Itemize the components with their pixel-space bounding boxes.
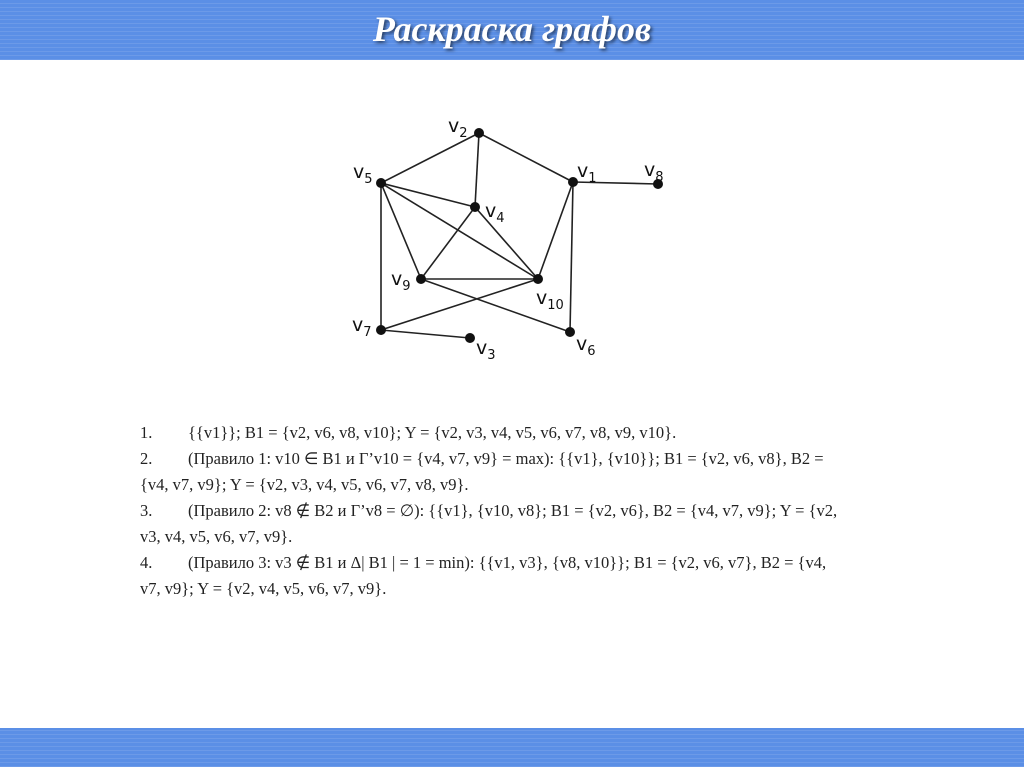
edge-v2-v4 bbox=[475, 133, 479, 207]
vertex-v10 bbox=[533, 274, 543, 284]
step-number: 3. bbox=[140, 501, 153, 520]
vertex-label-v10: $v_{10}$ bbox=[536, 287, 564, 313]
edge-v1-v8 bbox=[573, 182, 658, 184]
graph-diagram bbox=[0, 60, 1024, 390]
graph-vertices bbox=[376, 128, 663, 343]
graph-vertex-labels bbox=[352, 115, 664, 363]
vertex-label-v2: $v_2$ bbox=[448, 115, 468, 141]
vertex-label-v7: $v_7$ bbox=[352, 314, 372, 340]
vertex-v3 bbox=[465, 333, 475, 343]
vertex-label-v8: $v_8$ bbox=[644, 159, 664, 185]
vertex-label-v1: $v_1$ bbox=[577, 160, 597, 186]
vertex-label-v5: $v_5$ bbox=[353, 161, 373, 187]
step-1 bbox=[140, 420, 845, 446]
slide-content bbox=[0, 60, 1024, 728]
step-text: (Правило 2: v8 ∉ B2 и Γ’v8 = ∅): {{v1}, {v10, v8}; B1 = {v2, v6}, B2 = {v4, v7, v9}; Y = {v2, v3, v4, v5, v6, v7, v9}. bbox=[140, 501, 838, 546]
step-number: 1. bbox=[140, 423, 153, 442]
step-text: {{v1}}; B1 = {v2, v6, v8, v10}; Y = {v2, v3, v4, v5, v6, v7, v8, v9, v10}. bbox=[188, 423, 677, 442]
edge-v5-v9 bbox=[381, 183, 421, 279]
bottom-band bbox=[0, 728, 1024, 767]
vertex-v7 bbox=[376, 325, 386, 335]
vertex-v2 bbox=[474, 128, 484, 138]
vertex-v9 bbox=[416, 274, 426, 284]
edge-v4-v9 bbox=[421, 207, 475, 279]
step-3 bbox=[140, 498, 845, 550]
vertex-v5 bbox=[376, 178, 386, 188]
edge-v5-v10 bbox=[381, 183, 538, 279]
vertex-v6 bbox=[565, 327, 575, 337]
step-text: (Правило 3: v3 ∉ B1 и Δ| B1 | = 1 = min): {{v1, v3}, {v8, v10}}; B1 = {v2, v6, v7}, B2 = {v4, v7, v9}; Y = {v2, v4, v5, v6, v7, v9}. bbox=[140, 553, 827, 598]
edge-v1-v6 bbox=[570, 182, 573, 332]
vertex-label-v9: $v_9$ bbox=[391, 268, 411, 294]
vertex-label-v6: $v_6$ bbox=[576, 333, 596, 359]
edge-v7-v3 bbox=[381, 330, 470, 338]
edge-v1-v10 bbox=[538, 182, 573, 279]
step-2 bbox=[140, 446, 845, 498]
step-number: 2. bbox=[140, 449, 153, 468]
step-number: 4. bbox=[140, 553, 153, 572]
step-4 bbox=[140, 550, 845, 602]
graph-edges bbox=[381, 133, 658, 338]
edge-v5-v4 bbox=[381, 183, 475, 207]
vertex-label-v3: $v_3$ bbox=[476, 337, 496, 363]
slide-title: Раскраска графов bbox=[372, 9, 652, 49]
edge-v2-v1 bbox=[479, 133, 573, 182]
step-text: (Правило 1: v10 ∈ B1 и Γ’v10 = {v4, v7, v9} = max): {{v1}, {v10}}; B1 = {v2, v6, v8}, B2 = {v4, v7, v9}; Y = {v2, v3, v4, v5, v6, v7, v8, v9}. bbox=[140, 449, 824, 494]
coloring-steps bbox=[140, 420, 845, 602]
vertex-label-v4: $v_4$ bbox=[485, 200, 505, 226]
vertex-v4 bbox=[470, 202, 480, 212]
